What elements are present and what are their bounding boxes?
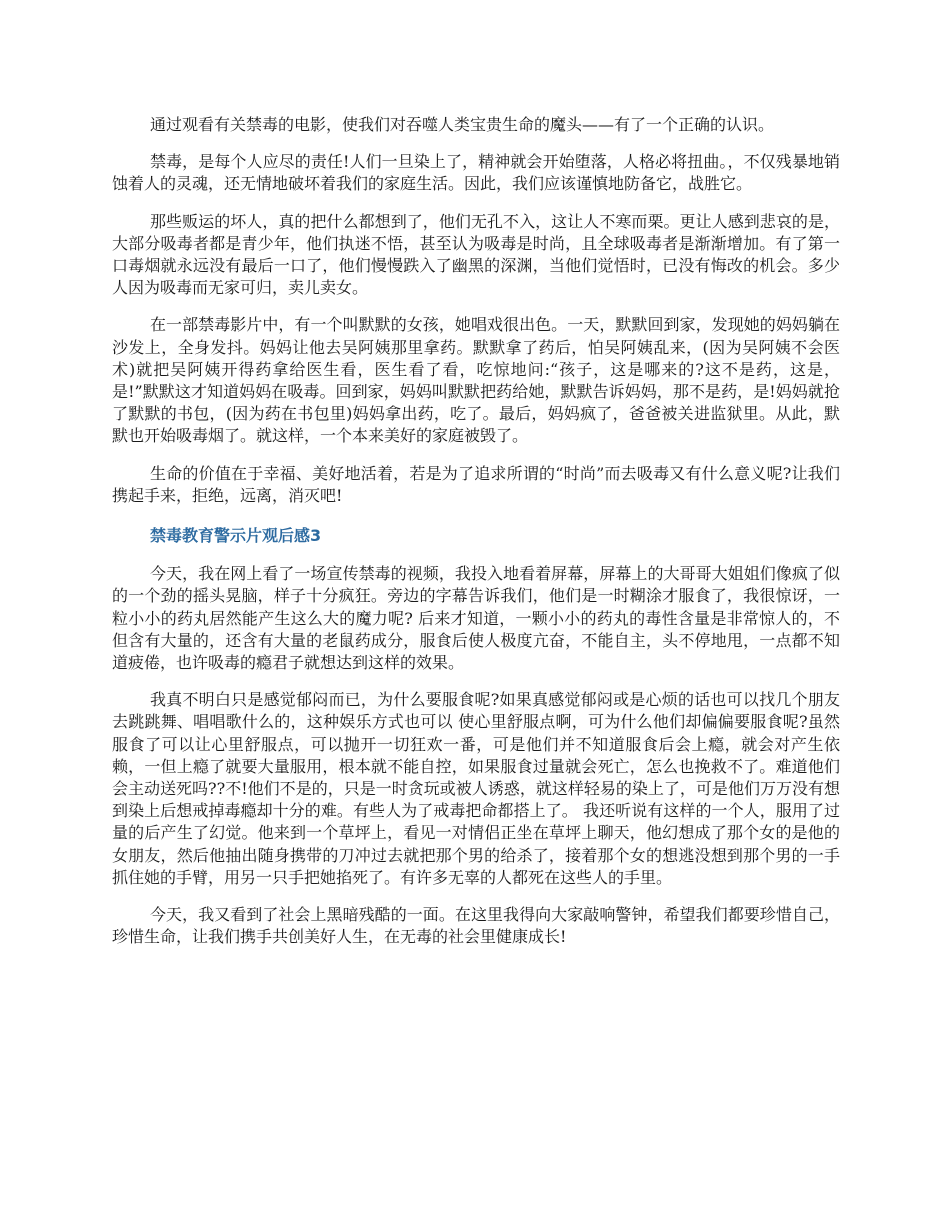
paragraph-why-take-drugs: 我真不明白只是感觉郁闷而已，为什么要服食呢?如果真感觉郁闷或是心烦的话也可以找几个朋友去跳跳舞、唱唱歌什么的，这种娱乐方式也可以 使心里舒服点啊，可为什么他们却偏偏要服食呢?虽然服食了可以让心里舒服点，可以抛开一切狂欢一番，可是他们并不知道服食后会上瘾，就会对产生依赖，一但上瘾了就要大量服用，根本就不能自控，如果服食过量就会死亡，怎么也挽救不了。难道他们会主动送死吗??不!他们不是的，只是一时贪玩或被人诱惑，就这样轻易的染上了，可是他们万万没有想到染上后想戒掉毒瘾却十分的难。有些人为了戒毒把命都搭上了。 我还听说有这样的一个人，服用了过量的后产生了幻觉。他来到一个草坪上，看见一对情侣正坐在草坪上聊天，他幻想成了那个女的是他的女朋友，然后他抽出随身携带的刀冲过去就把那个男的给杀了，接着那个女的想逃没想到那个男的一手抓住她的手臂，用另一只手把她掐死了。有许多无辜的人都死在这些人的手里。 <box>112 690 840 887</box>
document-page <box>112 114 840 964</box>
paragraph-responsibility: 禁毒，是每个人应尽的责任!人们一旦染上了，精神就会开始堕落，人格必将扭曲。，不仅残暴地销蚀着人的灵魂，还无情地破坏着我们的家庭生活。因此，我们应该谨慎地防备它，战胜它。 <box>112 152 840 194</box>
section-heading: 禁毒教育警示片观后感3 <box>150 526 322 546</box>
paragraph-online-video: 今天，我在网上看了一场宣传禁毒的视频，我投入地看着屏幕，屏幕上的大哥哥大姐姐们像疯了似的一个劲的摇头晃脑，样子十分疯狂。旁边的字幕告诉我们，他们是一时糊涂才服食了，我很惊讶，一粒小小的药丸居然能产生这么大的魔力呢? 后来才知道，一颗小小的药丸的毒性含量是非常惊人的，不但含有大量的，还含有大量的老鼠药成分，服食后使人极度亢奋，不能自主，头不停地甩，一点都不知道疲倦，也许吸毒的瘾君子就想达到这样的效果。 <box>112 564 840 673</box>
paragraph-value-of-life: 生命的价值在于幸福、美好地活着，若是为了追求所谓的“时尚”而去吸毒又有什么意义呢?让我们携起手来，拒绝，远离，消灭吧! <box>112 463 840 505</box>
paragraph-conclusion: 今天，我又看到了社会上黑暗残酷的一面。在这里我得向大家敲响警钟，希望我们都要珍惜自己，珍惜生命，让我们携手共创美好人生，在无毒的社会里健康成长! <box>112 905 840 947</box>
paragraph-traffickers: 那些贩运的坏人，真的把什么都想到了，他们无孔不入，这让人不寒而栗。更让人感到悲哀的是，大部分吸毒者都是青少年，他们执迷不悟，甚至认为吸毒是时尚，且全球吸毒者是渐渐增加。有了第一口毒烟就永远没有最后一口了，他们慢慢跌入了幽黑的深渊，当他们觉悟时，已没有悔改的机会。多少人因为吸毒而无家可归，卖儿卖女。 <box>112 211 840 298</box>
paragraph-intro-recognition: 通过观看有关禁毒的电影，使我们对吞噬人类宝贵生命的魔头——有了一个正确的认识。 <box>150 115 775 134</box>
paragraph-momo-story: 在一部禁毒影片中，有一个叫默默的女孩，她唱戏很出色。一天，默默回到家，发现她的妈妈躺在沙发上，全身发抖。妈妈让他去吴阿姨那里拿药。默默拿了药后，怕吴阿姨乱来，(因为吴阿姨不会医术)就把吴阿姨开得药拿给医生看，医生看了看，吃惊地问:“孩子，这是哪来的?这不是药，这是，是!”默默这才知道妈妈在吸毒。回到家，妈妈叫默默把药给她，默默告诉妈妈，那不是药，是!妈妈就抢了默默的书包，(因为药在书包里)妈妈拿出药，吃了。最后，妈妈疯了，爸爸被关进监狱里。从此，默默也开始吸毒烟了。就这样，一个本来美好的家庭被毁了。 <box>112 315 840 446</box>
